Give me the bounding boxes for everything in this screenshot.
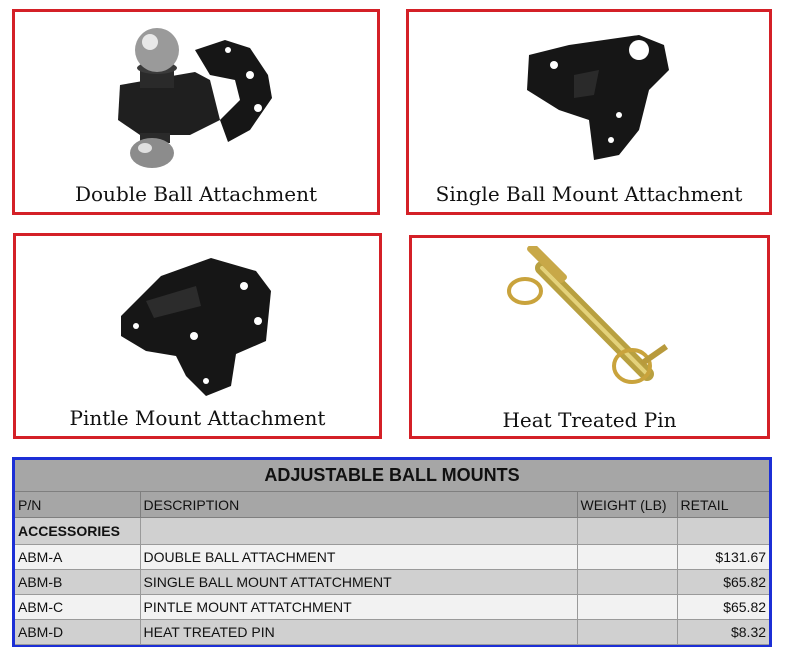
table-title: ADJUSTABLE BALL MOUNTS <box>15 460 769 492</box>
pn-cell: ABM-C <box>15 595 140 620</box>
category-cell <box>577 518 677 545</box>
table-row <box>15 545 769 570</box>
product-card-heat-treated-pin <box>409 235 770 439</box>
weight-cell <box>577 570 677 595</box>
double-ball-attachment-image <box>100 20 300 170</box>
price-table <box>15 460 769 645</box>
header-pn: P/N <box>15 492 140 518</box>
description-cell: PINTLE MOUNT ATTATCHMENT <box>140 595 577 620</box>
single-ball-mount-attachment-image <box>499 20 699 170</box>
category-row <box>15 518 769 545</box>
retail-cell: $65.82 <box>677 570 769 595</box>
table-row <box>15 595 769 620</box>
description-cell: HEAT TREATED PIN <box>140 620 577 645</box>
weight-cell <box>577 620 677 645</box>
description-cell: DOUBLE BALL ATTACHMENT <box>140 545 577 570</box>
pn-cell: ABM-D <box>15 620 140 645</box>
header-description: DESCRIPTION <box>140 492 577 518</box>
product-card-single-ball-mount <box>406 9 772 215</box>
table-title-row <box>15 460 769 492</box>
product-caption: Heat Treated Pin <box>502 408 677 432</box>
retail-cell: $131.67 <box>677 545 769 570</box>
category-cell <box>677 518 769 545</box>
product-card-pintle-mount <box>13 233 382 439</box>
product-caption: Double Ball Attachment <box>74 182 317 206</box>
pintle-mount-attachment-image <box>106 246 306 396</box>
category-label: ACCESSORIES <box>15 518 140 545</box>
description-cell: SINGLE BALL MOUNT ATTATCHMENT <box>140 570 577 595</box>
weight-cell <box>577 595 677 620</box>
header-weight: WEIGHT (LB) <box>577 492 677 518</box>
table-row <box>15 620 769 645</box>
category-cell <box>140 518 577 545</box>
price-table-frame <box>12 457 772 647</box>
pn-cell: ABM-A <box>15 545 140 570</box>
product-card-double-ball <box>12 9 380 215</box>
heat-treated-pin-image <box>497 246 697 396</box>
table-row <box>15 570 769 595</box>
table-header-row <box>15 492 769 518</box>
weight-cell <box>577 545 677 570</box>
header-retail: RETAIL <box>677 492 769 518</box>
product-caption: Single Ball Mount Attachment <box>435 182 743 206</box>
retail-cell: $65.82 <box>677 595 769 620</box>
product-caption: Pintle Mount Attachment <box>69 406 326 430</box>
pn-cell: ABM-B <box>15 570 140 595</box>
retail-cell: $8.32 <box>677 620 769 645</box>
